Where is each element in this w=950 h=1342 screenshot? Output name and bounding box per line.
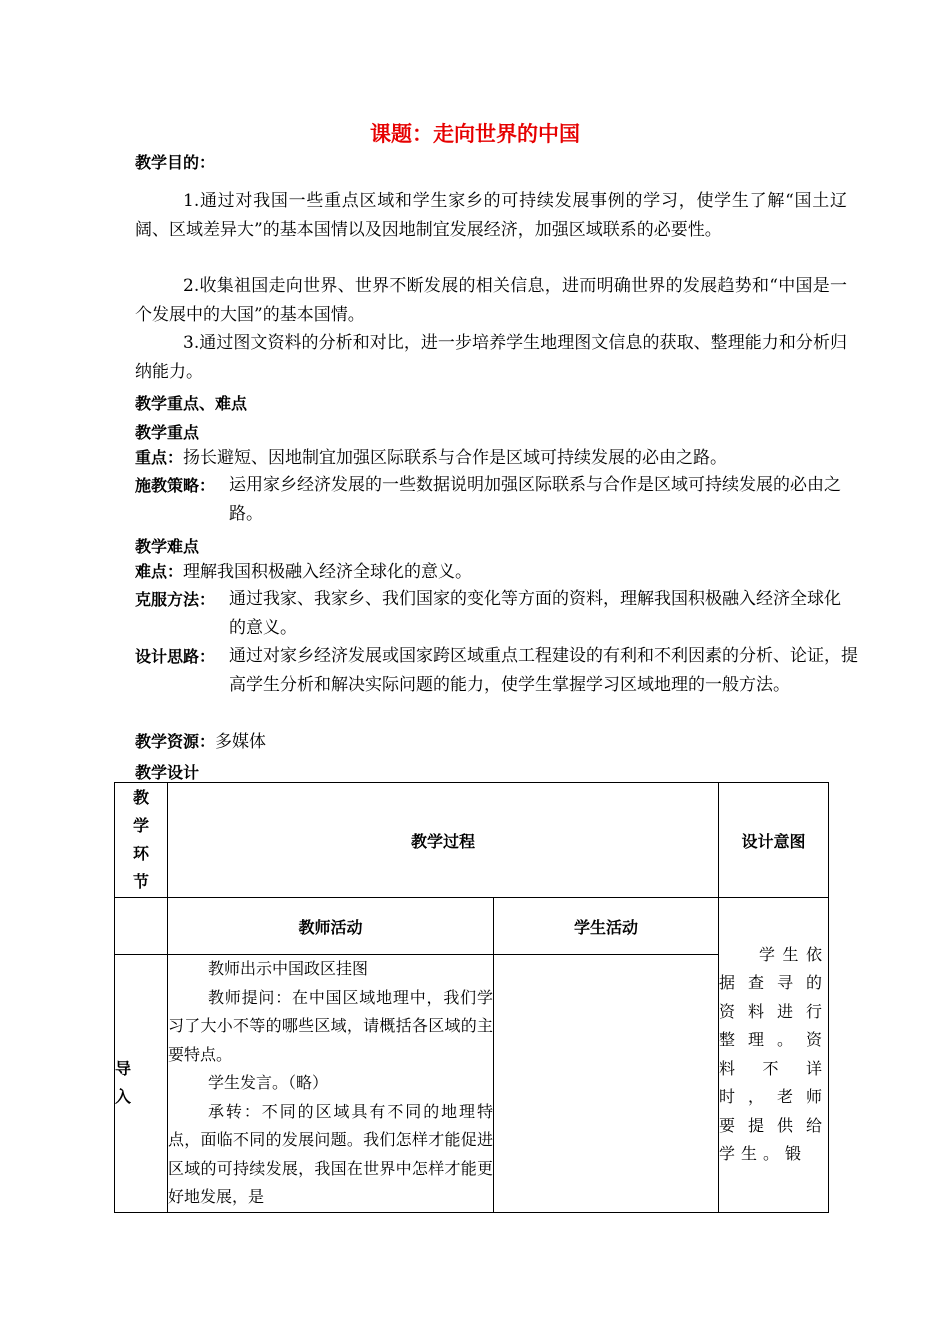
objectives-heading: 教学目的： (135, 153, 216, 172)
student-header: 学生活动 (494, 898, 719, 955)
intent-header: 设计意图 (719, 783, 829, 898)
key-point-text: 扬长避短、因地制宜加强区际联系与合作是区域可持续发展的必由之路。 (183, 448, 728, 468)
strategy-text: 运用家乡经济发展的一些数据说明加强区际联系与合作是区域可持续发展的必由之路。 (229, 475, 841, 524)
key-point (135, 443, 727, 473)
objective-1: 1.通过对我国一些重点区域和学生家乡的可持续发展事例的学习，使学生了解“国土辽阔、区域差异大”的基本国情以及因地制宜发展经济，加强区域联系的必要性。 (135, 191, 847, 240)
key-heading: 教学重点 (135, 423, 200, 442)
page-title: 课题：走向世界的中国 (370, 122, 580, 146)
student-activity-cell (494, 955, 719, 1213)
table-subheader-row (115, 898, 829, 955)
key-difficult-heading: 教学重点、难点 (135, 394, 248, 413)
stage-header-char: 教 (132, 788, 149, 807)
teacher-activity-line: 教师提问：在中国区域地理中，我们学习了大小不等的哪些区域，请概括各区域的主要特点。 (168, 987, 493, 1064)
design-idea-text: 通过对家乡经济发展或国家跨区域重点工程建设的有利和不利因素的分析、论证，提高学生分析和解决实际问题的能力，使学生掌握学习区域地理的一般方法。 (229, 646, 858, 695)
method-text: 通过我家、我家乡、我们国家的变化等方面的资料，理解我国积极融入经济全球化的意义。 (229, 589, 841, 638)
teacher-activity-line: 学生发言。（略） (208, 1073, 329, 1092)
difficult-point-text: 理解我国积极融入经济全球化的意义。 (183, 562, 473, 582)
difficult-point-label: 难点： (135, 562, 184, 581)
stage-cell (115, 955, 168, 1213)
intent-text: 学生依据查寻的资料进行整理。资料不详时，老师要提供给学生。锻 (719, 944, 829, 1164)
teacher-activity-line: 承转：不同的区域具有不同的地理特点，面临不同的发展问题。我们怎样才能促进区域的可持续发展，我国在世界中怎样才能更好地发展，是 (168, 1101, 493, 1206)
strategy (135, 471, 847, 529)
resources-value: 多媒体 (215, 732, 267, 752)
strategy-label: 施教策略： (135, 476, 216, 495)
teacher-activity-cell (168, 955, 494, 1213)
resources (135, 727, 266, 757)
design-idea (135, 642, 863, 700)
stage-header-char: 节 (132, 872, 149, 891)
difficult-heading: 教学难点 (135, 537, 200, 556)
resources-label: 教学资源： (135, 732, 216, 751)
teacher-header: 教师活动 (168, 898, 494, 955)
stage-char: 入 (115, 1087, 132, 1107)
stage-char: 导 (115, 1059, 132, 1079)
design-heading: 教学设计 (135, 763, 200, 782)
design-idea-label: 设计思路： (135, 647, 216, 666)
teacher-activity-line: 教师出示中国政区挂图 (208, 959, 369, 978)
intent-cell (719, 898, 829, 1213)
stage-header-char: 环 (132, 844, 149, 863)
objective-2: 2.收集祖国走向世界、世界不断发展的相关信息，进而明确世界的发展趋势和“中国是一个发展中的大国”的基本国情。 (135, 276, 847, 325)
stage-header (115, 783, 168, 898)
objective-3: 3.通过图文资料的分析和对比，进一步培养学生地理图文信息的获取、整理能力和分析归纳能力。 (135, 333, 847, 382)
method (135, 585, 847, 643)
process-header: 教学过程 (168, 783, 719, 898)
empty-cell (115, 898, 168, 955)
difficult-point (135, 557, 472, 587)
key-point-label: 重点： (135, 448, 184, 467)
stage-header-char: 学 (132, 816, 149, 835)
lesson-plan-table (114, 782, 829, 1213)
method-label: 克服方法： (135, 590, 216, 609)
table-header-row (115, 783, 829, 898)
